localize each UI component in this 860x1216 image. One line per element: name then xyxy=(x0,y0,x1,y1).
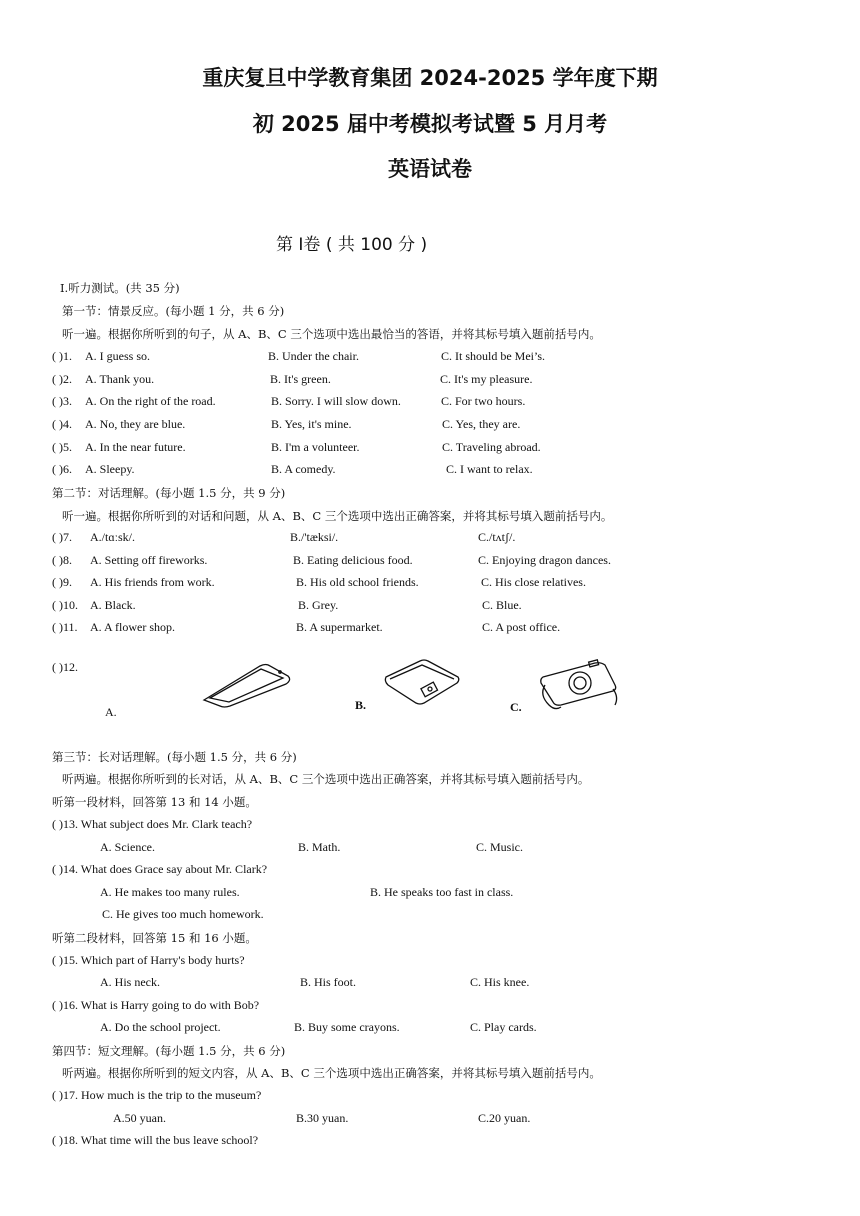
question-17-stem: ( )17. How much is the trip to the museum? xyxy=(52,1088,262,1102)
question-15-stem: ( )15. Which part of Harry's body hurts? xyxy=(52,953,245,967)
option-b: B./'tæksi/. xyxy=(290,530,339,544)
smartphone-icon xyxy=(200,660,295,710)
option-c: C. It's my pleasure. xyxy=(440,372,533,386)
exam-title-line3: 英语试卷 xyxy=(388,157,472,181)
part1-instruction: 听一遍。根据你所听到的句子，从 A、B、C 三个选项中选出最恰当的答语，并将其标号填入题前括号内。 xyxy=(62,327,601,341)
option-b: B. Eating delicious food. xyxy=(293,553,413,567)
option-a: A. Sleepy. xyxy=(85,462,135,476)
option-a: A. Thank you. xyxy=(85,372,155,386)
part1-heading: 第一节：情景反应。(每小题 1 分，共 6 分) xyxy=(62,304,285,318)
option-b: B. Under the chair. xyxy=(268,349,359,363)
option-c: C./tʌtʃ/. xyxy=(478,530,516,544)
part3-heading: 第三节：长对话理解。(每小题 1.5 分，共 6 分) xyxy=(52,750,297,764)
question-18-stem: ( )18. What time will the bus leave school? xyxy=(52,1133,259,1147)
exam-title-line1: 重庆复旦中学教育集团 2024-2025 学年度下期 xyxy=(202,66,658,90)
part3-instruction: 听两遍。根据你所听到的长对话，从 A、B、C 三个选项中选出正确答案，并将其标号填入题前括号内。 xyxy=(62,772,590,786)
option-c: C. His knee. xyxy=(470,975,530,989)
option-a: A. Setting off fireworks. xyxy=(90,553,208,567)
option-c: C. Traveling abroad. xyxy=(442,440,541,454)
option-c: C.20 yuan. xyxy=(478,1111,531,1125)
question-number: ( )9. xyxy=(52,575,72,589)
option-b: B. Grey. xyxy=(298,598,339,612)
option-a-label: A. xyxy=(105,705,117,719)
option-a: A. In the near future. xyxy=(85,440,186,454)
question-number: ( )4. xyxy=(52,417,72,431)
option-c-label: C. xyxy=(510,700,522,714)
camera-icon xyxy=(535,655,625,717)
option-a: A. On the right of the road. xyxy=(85,394,216,408)
question-number: ( )6. xyxy=(52,462,72,476)
option-a: A. He makes too many rules. xyxy=(100,885,240,899)
option-b: B.30 yuan. xyxy=(296,1111,349,1125)
option-b: B. His old school friends. xyxy=(296,575,419,589)
option-a: A. Science. xyxy=(100,840,155,854)
option-a: A./tɑːsk/. xyxy=(90,530,135,544)
material-1-note: 听第一段材料，回答第 13 和 14 小题。 xyxy=(52,795,257,809)
wallet-icon xyxy=(380,655,465,710)
section-listening-heading: Ⅰ.听力测试。(共 35 分) xyxy=(60,281,180,295)
option-b: B. Buy some crayons. xyxy=(294,1020,400,1034)
part2-heading: 第二节：对话理解。(每小题 1.5 分，共 9 分) xyxy=(52,486,286,500)
option-a: A. No, they are blue. xyxy=(85,417,186,431)
question-number: ( )1. xyxy=(52,349,72,363)
option-b-label: B. xyxy=(355,698,367,712)
option-c: C. His close relatives. xyxy=(481,575,586,589)
exam-title-line2: 初 2025 届中考模拟考试暨 5 月月考 xyxy=(252,112,608,136)
option-c: C. Yes, they are. xyxy=(442,417,521,431)
option-c: C. It should be Mei’s. xyxy=(441,349,545,363)
material-2-note: 听第二段材料，回答第 15 和 16 小题。 xyxy=(52,931,257,945)
question-number: ( )8. xyxy=(52,553,72,567)
volume-title: 第 Ⅰ卷 ( 共 100 分 ) xyxy=(276,235,428,255)
question-number: ( )3. xyxy=(52,394,72,408)
option-c: C. A post office. xyxy=(482,620,561,634)
part4-instruction: 听两遍。根据你所听到的短文内容，从 A、B、C 三个选项中选出正确答案，并将其标号填入题前括号内。 xyxy=(62,1066,601,1080)
question-number: ( )11. xyxy=(52,620,78,634)
option-a: A. His friends from work. xyxy=(90,575,215,589)
question-number: ( )7. xyxy=(52,530,72,544)
option-b: B. Yes, it's mine. xyxy=(271,417,352,431)
option-c: C. Play cards. xyxy=(470,1020,537,1034)
option-b: B. I'm a volunteer. xyxy=(271,440,360,454)
option-a: A.50 yuan. xyxy=(113,1111,166,1125)
option-b: B. A supermarket. xyxy=(296,620,383,634)
question-number: ( )2. xyxy=(52,372,72,386)
option-a: A. His neck. xyxy=(100,975,160,989)
option-b: B. His foot. xyxy=(300,975,357,989)
part2-instruction: 听一遍。根据你所听到的对话和问题，从 A、B、C 三个选项中选出正确答案，并将其标号填入题前括号内。 xyxy=(62,509,613,523)
option-a: A. Black. xyxy=(90,598,136,612)
option-c: C. For two hours. xyxy=(441,394,526,408)
option-a: A. I guess so. xyxy=(85,349,150,363)
option-c: C. Music. xyxy=(476,840,524,854)
option-c: C. I want to relax. xyxy=(446,462,533,476)
question-number: ( )12. xyxy=(52,660,78,674)
question-16-stem: ( )16. What is Harry going to do with Bob? xyxy=(52,998,260,1012)
option-a: A. Do the school project. xyxy=(100,1020,221,1034)
option-b: B. Math. xyxy=(298,840,341,854)
option-c: C. Blue. xyxy=(482,598,522,612)
option-a: A. A flower shop. xyxy=(90,620,175,634)
option-b: B. A comedy. xyxy=(271,462,336,476)
question-number: ( )5. xyxy=(52,440,72,454)
option-b: B. It's green. xyxy=(270,372,331,386)
option-c: C. He gives too much homework. xyxy=(102,907,264,921)
option-b: B. He speaks too fast in class. xyxy=(370,885,514,899)
option-b: B. Sorry. I will slow down. xyxy=(271,394,401,408)
option-c: C. Enjoying dragon dances. xyxy=(478,553,611,567)
part4-heading: 第四节：短文理解。(每小题 1.5 分，共 6 分) xyxy=(52,1044,286,1058)
question-13-stem: ( )13. What subject does Mr. Clark teach? xyxy=(52,817,253,831)
question-number: ( )10. xyxy=(52,598,78,612)
question-14-stem: ( )14. What does Grace say about Mr. Clark? xyxy=(52,862,268,876)
